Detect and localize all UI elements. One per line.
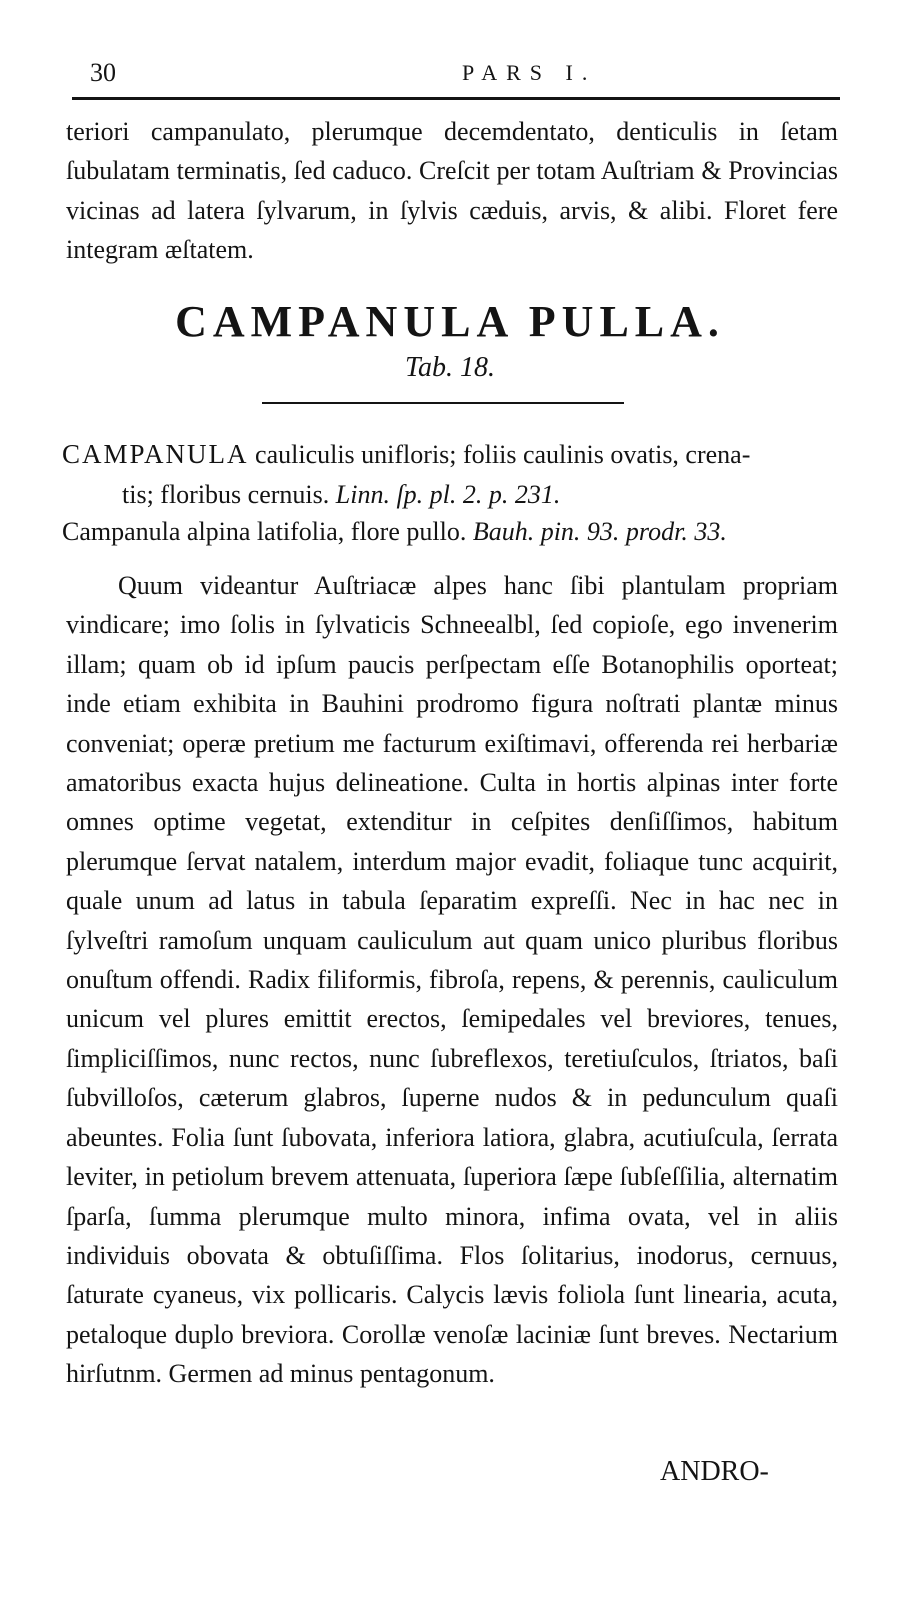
- bauhin-text: Campanula alpina latifolia, flore pullo.: [62, 517, 473, 546]
- genus-name: CAMPANULA: [62, 439, 249, 469]
- continuation-text: teriori campanulato, plerumque decemdentato, denticulis in ſetam ſubulatam terminatis, ſed caduco. Creſcit per totam Auſtriam & Provincias vicinas ad latera ſylvarum, in ſylvis cæduis, arvis, & alibi. Floret fere integram æſtatem.: [66, 117, 838, 265]
- synonym-linnaeus-line-2: [62, 475, 838, 515]
- running-head: PARS I.: [462, 60, 597, 85]
- synonym-bauhin: [62, 512, 838, 552]
- page-header: [72, 58, 840, 98]
- linnaeus-citation: Linn. ſp. pl. 2. p. 231.: [335, 480, 561, 509]
- synonym-linnaeus: [62, 434, 838, 515]
- species-title: CAMPANULA PULLA.: [175, 297, 725, 346]
- page-number: 30: [90, 58, 116, 87]
- catchword: ANDRO-: [660, 1456, 769, 1487]
- plate-reference: Tab. 18.: [404, 352, 495, 383]
- diagnosis-part-1: cauliculis unifloris; foliis caulinis ovatis, crena-: [248, 440, 751, 469]
- header-rule: [72, 97, 840, 100]
- description-text: Quum videantur Auſtriacæ alpes hanc ſibi plantulam propriam vindicare; imo ſolis in ſylvaticis Schneealbl, ſed copioſe, ego invenerim illam; quam ob id ipſum paucis perſpectam eſſe Botanophilis oporteat; inde etiam exhibita in Bauhini prodromo figura noſtrati plantæ minus conveniat; operæ pretium me facturum exiſtimavi, offerenda rei herbariæ amatoribus exacta hujus delineatione. Culta in hortis alpinas inter forte omnes optime vegetat, extenditur in ceſpites denſiſſimos, habitum plerumque ſervat natalem, interdum major evadit, foliaque tunc acquirit, quale unum ad latus in tabula ſeparatim expreſſi. Nec in hac nec in ſylveſtri ramoſum unquam cauliculum aut quam unico pluribus floribus onuſtum offendi. Radix filiformis, fibroſa, repens, & perennis, cauliculum unicum vel plures emittit erectos, ſemipedales vel breviores, tenues, ſimpliciſſimos, nunc rectos, nunc ſubreflexos, teretiuſculos, ſtriatos, baſi ſubvilloſos, cæterum glabros, ſuperne nudos & in pedunculum quaſi abeuntes. Folia ſunt ſubovata, inferiora latiora, glabra, acutiuſcula, ſerrata leviter, in petiolum brevem attenuata, ſuperiora ſæpe ſubſeſſilia, alternatim ſparſa, ſumma plerumque multo minora, infima ovata, vel in aliis individuis obovata & obtuſiſſima. Flos ſolitarius, inodorus, cernuus, ſaturate cyaneus, vix pollicaris. Calycis lævis foliola ſunt linearia, acuta, petaloque duplo breviora. Corollæ venoſæ laciniæ ſunt breves. Nectarium hirſutnm. Germen ad minus pentagonum.: [66, 571, 838, 1389]
- synonym-linnaeus-line-1: [62, 434, 838, 475]
- continuation-paragraph: [66, 112, 838, 270]
- bauhin-citation: Bauh. pin. 93. prodr. 33.: [472, 517, 727, 546]
- diagnosis-part-2: tis; floribus cernuis.: [122, 480, 336, 509]
- title-rule: [262, 402, 624, 404]
- description-paragraph: [66, 566, 838, 1394]
